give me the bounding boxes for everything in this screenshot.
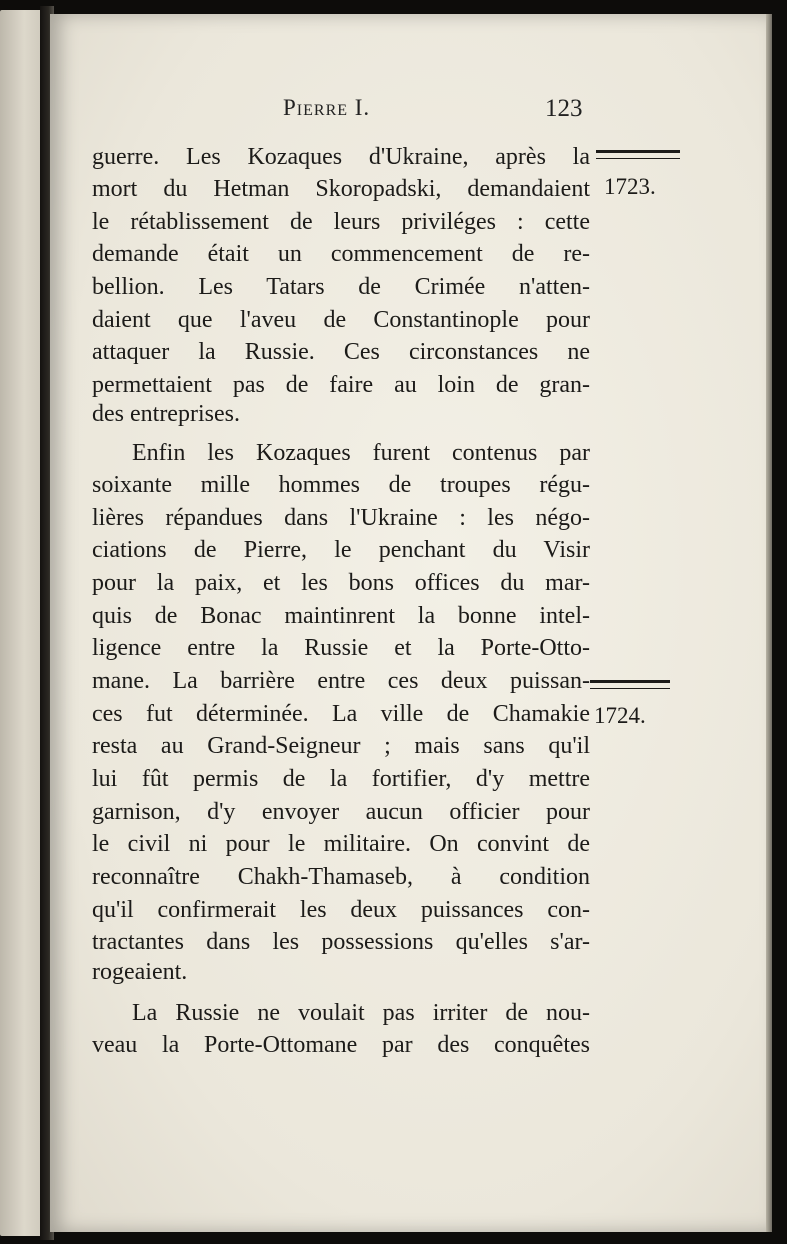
text-line: guerre. Les Kozaques d'Ukraine, après la xyxy=(92,144,590,170)
page-fore-edge xyxy=(766,14,772,1232)
text-line: soixante mille hommes de troupes régu- xyxy=(92,472,590,498)
text-line: ciations de Pierre, le penchant du Visir xyxy=(92,537,590,563)
text-line: ligence entre la Russie et la Porte-Otto- xyxy=(92,635,590,661)
text-line: qu'il confirmerait les deux puissances con- xyxy=(92,897,590,923)
page-number: 123 xyxy=(545,95,583,122)
text-line: garnison, d'y envoyer aucun officier pour xyxy=(92,799,590,825)
text-line: daient que l'aveu de Constantinople pour xyxy=(92,307,590,333)
text-line: rogeaient. xyxy=(92,959,188,985)
text-line: Enfin les Kozaques furent contenus par xyxy=(132,440,590,466)
margin-year-note: 1723. xyxy=(604,174,656,199)
text-line: attaquer la Russie. Ces circonstances ne xyxy=(92,339,590,365)
margin-rule xyxy=(590,680,670,689)
text-line: ces fut déterminée. La ville de Chamakie xyxy=(92,701,590,727)
margin-rule xyxy=(596,150,680,159)
text-line: veau la Porte-Ottomane par des conquêtes xyxy=(92,1032,590,1058)
text-line: La Russie ne voulait pas irriter de nou- xyxy=(132,1000,590,1026)
text-line: bellion. Les Tatars de Crimée n'atten- xyxy=(92,274,590,300)
margin-year-note: 1724. xyxy=(594,703,646,728)
text-line: reconnaître Chakh-Thamaseb, à condition xyxy=(92,864,590,890)
text-line: lui fût permis de la fortifier, d'y mettre xyxy=(92,766,590,792)
text-line: lières répandues dans l'Ukraine : les négo- xyxy=(92,505,590,531)
text-line: le civil ni pour le militaire. On convint de xyxy=(92,831,590,857)
text-line: demande était un commencement de re- xyxy=(92,241,590,267)
text-line: pour la paix, et les bons offices du mar- xyxy=(92,570,590,596)
text-line: des entreprises. xyxy=(92,401,240,427)
text-line: resta au Grand-Seigneur ; mais sans qu'il xyxy=(92,733,590,759)
text-line: tractantes dans les possessions qu'elles s'ar- xyxy=(92,929,590,955)
running-head: Pierre I. xyxy=(283,95,371,120)
text-line: permettaient pas de faire au loin de gran- xyxy=(92,372,590,398)
text-line: le rétablissement de leurs priviléges : cette xyxy=(92,209,590,235)
text-line: quis de Bonac maintinrent la bonne intel- xyxy=(92,603,590,629)
text-line: mane. La barrière entre ces deux puissan- xyxy=(92,668,590,694)
previous-page-edge xyxy=(0,10,44,1236)
text-line: mort du Hetman Skoropadski, demandaient xyxy=(92,176,590,202)
